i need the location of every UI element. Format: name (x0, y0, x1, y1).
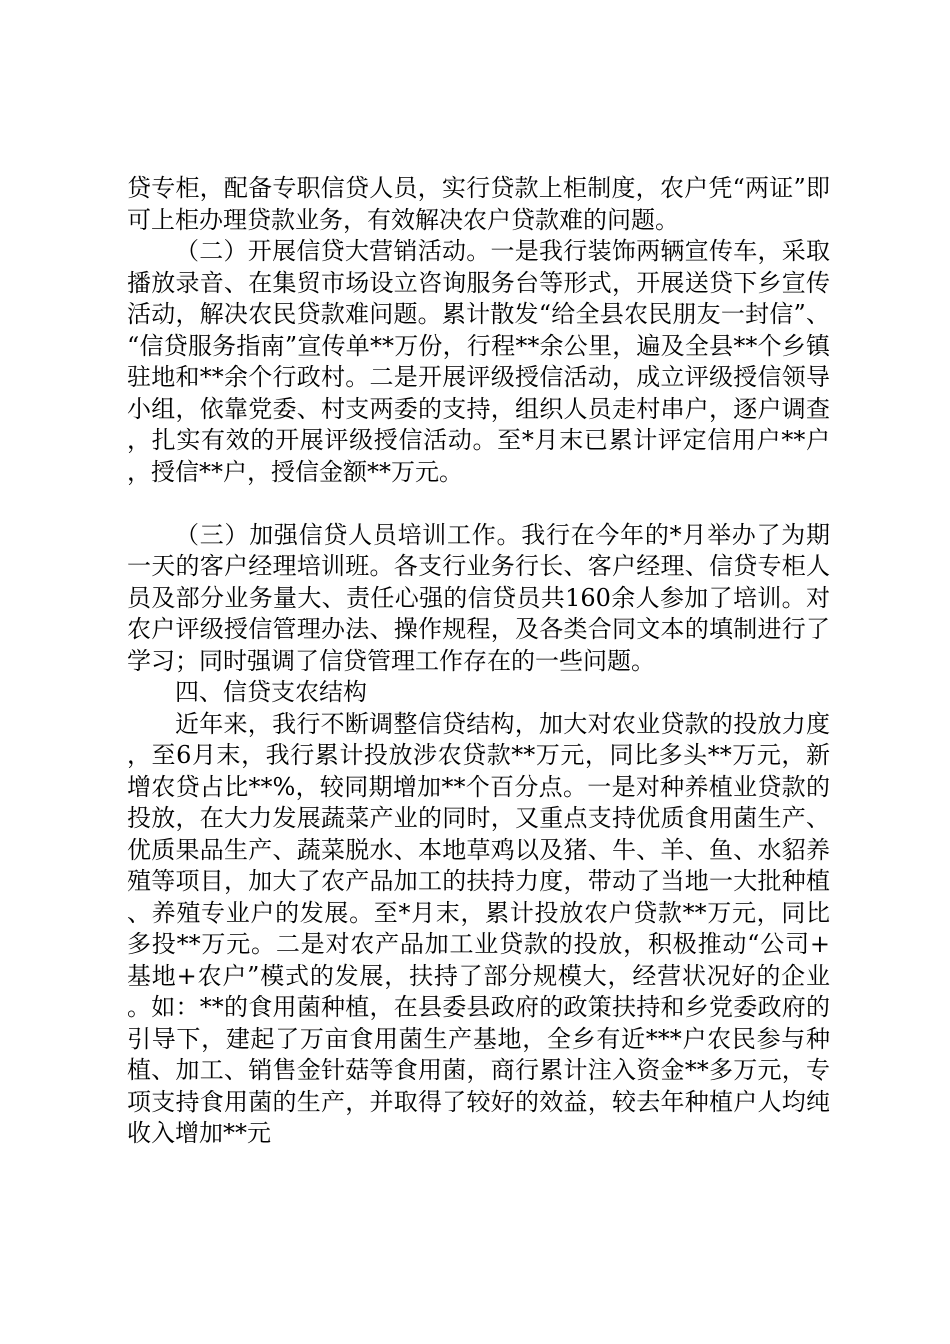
paragraph-gap (127, 488, 830, 520)
section-heading-4: 四、信贷支农结构 (175, 678, 367, 706)
paragraph-continuation: 贷专柜，配备专职信贷人员，实行贷款上柜制度，农户凭“两证”即可上柜办理贷款业务，有效解决农户贷款难的问题。 (127, 174, 830, 234)
paragraph-section-3: （三）加强信贷人员培训工作。我行在今年的*月举办了为期一天的客户经理培训班。各支行业务行长、客户经理、信贷专柜人员及部分业务量大、责任心强的信贷员共160余人参加了培训。对农户评级授信管理办法、操作规程，及各类合同文本的填制进行了学习；同时强调了信贷管理工作存在的一些问题。 (127, 520, 830, 675)
paragraph-section-2: （二）开展信贷大营销活动。一是我行装饰两辆宣传车，采取播放录音、在集贸市场设立咨询服务台等形式，开展送贷下乡宣传活动，解决农民贷款难问题。累计散发“给全县农民朋友一封信”、“信贷服务指南”宣传单**万份，行程**余公里，遍及全县**个乡镇驻地和**余个行政村。二是开展评级授信活动，成立评级授信领导小组，依靠党委、村支两委的支持，组织人员走村串户，逐户调查，扎实有效的开展评级授信活动。至*月末已累计评定信用户**户，授信**户，授信金额**万元。 (127, 237, 830, 486)
document-body (127, 173, 830, 1150)
paragraph-section-4-body: 近年来，我行不断调整信贷结构，加大对农业贷款的投放力度，至6月末，我行累计投放涉农贷款**万元，同比多头**万元，新增农贷占比**%，较同期增加**个百分点。一是对种养植业贷款的投放，在大力发展蔬菜产业的同时，又重点支持优质食用菌生产、优质果品生产、蔬菜脱水、本地草鸡以及猪、牛、羊、鱼、水貂养殖等项目，加大了农产品加工的扶持力度，带动了当地一大批种植、养殖专业户的发展。至*月末，累计投放农户贷款**万元，同比多投**万元。二是对农产品加工业贷款的投放，积极推动“公司+基地+农户”模式的发展，扶持了部分规模大，经营状况好的企业。如：**的食用菌种植，在县委县政府的政策扶持和乡党委政府的引导下，建起了万亩食用菌生产基地，全乡有近***户农民参与种植、加工、销售金针菇等食用菌，商行累计注入资金**多万元，专项支持食用菌的生产，并取得了较好的效益，较去年种植户人均纯收入增加**元 (127, 709, 830, 1147)
